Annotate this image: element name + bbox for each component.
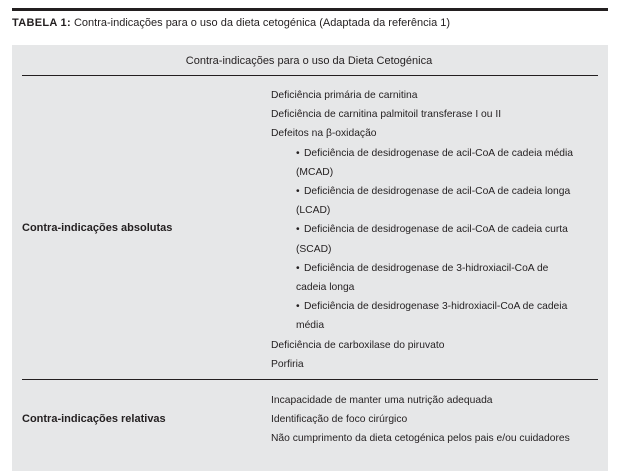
sub-list-item-continuation [271,163,573,182]
sub-list-item-continuation [271,278,573,297]
row-label-absolute: Contra-indicações absolutas [22,222,173,234]
list-item-text: Deficiência de carboxilase do piruvato [271,339,445,351]
list-item-text: Deficiência de desidrogenase de 3-hidroxiacil-CoA de [304,262,549,274]
sub-list-item-continuation [271,201,573,220]
row-label-relative: Contra-indicações relativas [22,413,166,425]
list-item [271,124,573,143]
list-item-text: Deficiência de desidrogenase 3-hidroxiacil-CoA de cadeia [304,301,568,313]
list-item-text: média [296,320,325,332]
list-item-text: (MCAD) [296,166,334,178]
list-item [271,355,573,374]
list-item-text: Deficiência de desidrogenase de acil-CoA de cadeia longa [304,186,571,198]
list-item-text: Defeitos na β-oxidação [271,128,377,140]
bullet-icon: • [296,301,300,313]
bullet-icon: • [296,262,300,274]
header-divider [22,75,598,76]
top-rule [12,8,608,11]
list-item [271,336,573,355]
list-item [271,410,570,429]
list-item-text: Não cumprimento da dieta cetogénica pelos pais e/ou cuidadores [271,433,570,445]
bullet-icon: • [296,186,300,198]
absolute-contraindications-list [271,86,573,374]
list-item-text: Identificação de foco cirúrgico [271,414,408,426]
bullet-icon: • [296,224,300,236]
list-item-text: Porfiria [271,358,304,370]
bullet-icon: • [296,147,300,159]
caption-text: Contra-indicações para o uso da dieta cetogénica (Adaptada da referência 1) [70,17,451,29]
list-item-text: (SCAD) [296,243,332,255]
sub-list-item [271,220,573,239]
relative-contraindications-list [271,391,570,449]
table-title: Contra-indicações para o uso da Dieta Cetogénica [185,55,433,67]
list-item-text: (LCAD) [296,205,331,217]
sub-list-item [271,297,573,316]
list-item-text: Deficiência de desidrogenase de acil-CoA de cadeia curta [304,224,568,236]
list-item-text: Deficiência de carnitina palmitoil transferase I ou II [271,109,502,121]
sub-list-item [271,259,573,278]
list-item-text: Deficiência de desidrogenase de acil-CoA de cadeia média [304,147,574,159]
list-item-text: Deficiência primária de carnitina [271,90,418,101]
list-item [271,391,570,410]
sub-list-item [271,144,573,163]
table-caption [12,16,608,30]
sub-list-item-continuation [271,240,573,259]
list-item [271,105,573,124]
sub-list-item [271,182,573,201]
row-divider [22,379,598,380]
caption-label: TABELA 1: [12,17,71,29]
list-item-text: Incapacidade de manter uma nutrição adequada [271,395,493,406]
list-item [271,429,570,448]
list-item-text: cadeia longa [296,282,355,294]
sub-list-item-continuation [271,316,573,335]
list-item [271,86,573,105]
